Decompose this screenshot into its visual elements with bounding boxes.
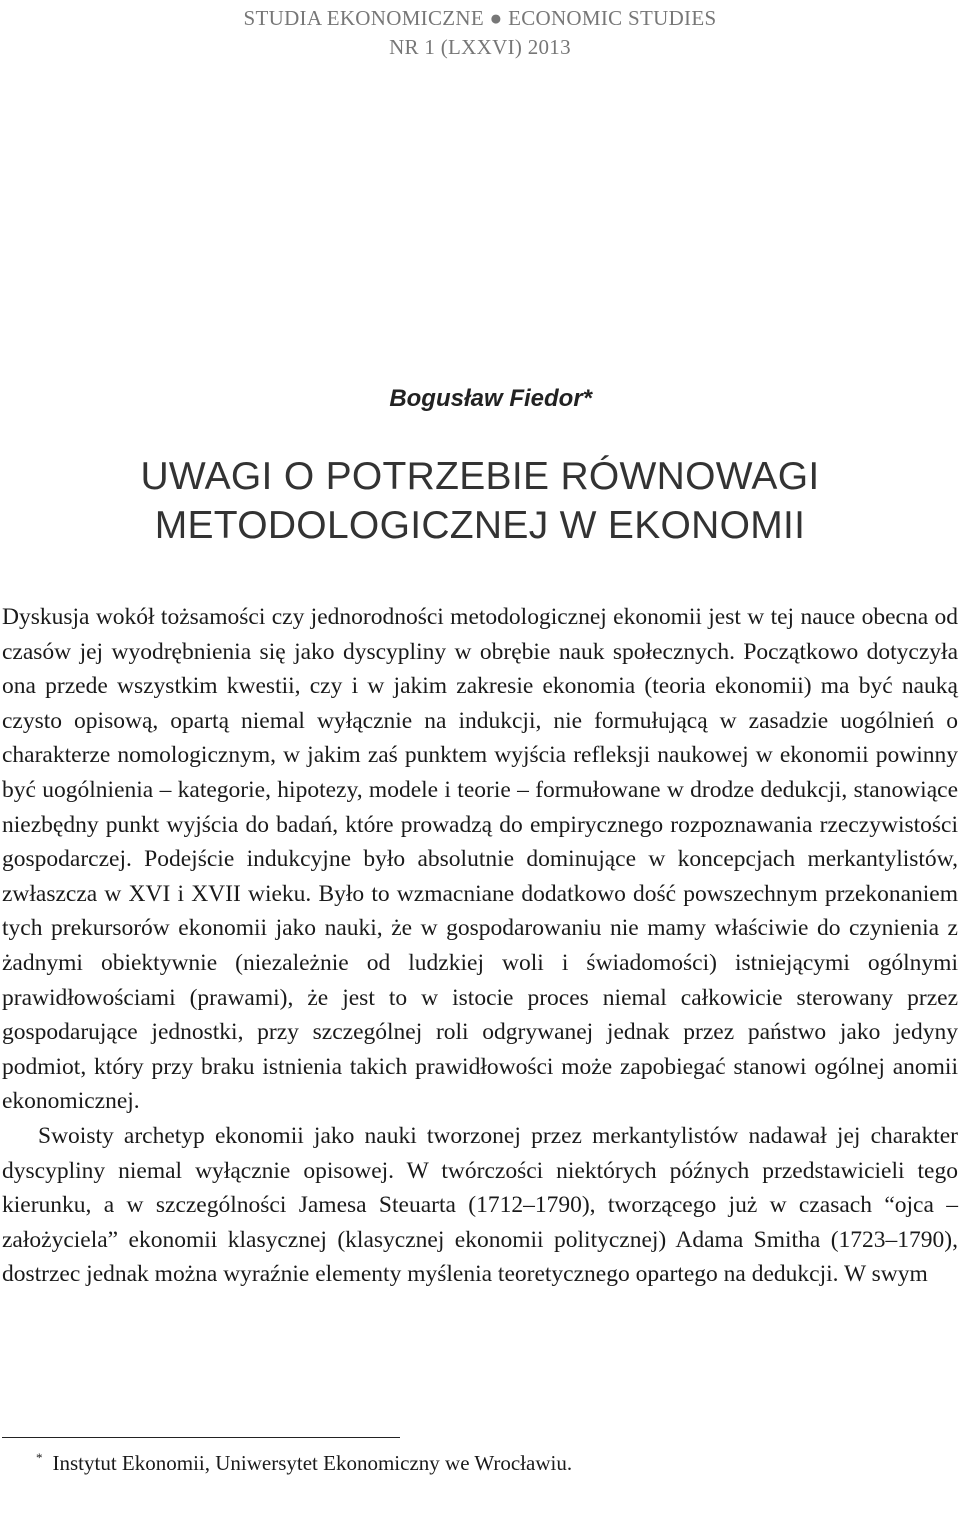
- journal-header: [0, 4, 960, 62]
- author-name: Bogusław Fiedor*: [389, 385, 592, 412]
- title-line-1: UWAGI O POTRZEBIE RÓWNOWAGI: [140, 455, 820, 498]
- paragraph-1: Dyskusja wokół tożsamości czy jednorodności metodologicznej ekonomii jest w tej nauce obecna od czasów jej wyodrębnienia się jako dyscypliny w obrębie nauk społecznych. Początkowo dotyczyła ona przede wszystkim kwestii, czy i w jakim zakresie ekonomia (teoria ekonomii) ma być nauką czysto opisową, opartą niemal wyłącznie na indukcji, nie formułującą w zasadzie uogólnień o charakterze nomologicznym, w jakim zaś punktem wyjścia refleksji naukowej w ekonomii powinny być uogólnienia – kategorie, hipotezy, modele i teorie – formułowane w drodze dedukcji, stanowiące niezbędny punkt wyjścia do badań, które prowadzą do empirycznego rozpoznawania rzeczywistości gospodarczej. Podejście indukcyjne było absolutnie dominujące w koncepcjach merkantylistów, zwłaszcza w XVI i XVII wieku. Było to wzmacniane dodatkowo dość powszechnym przekonaniem tych prekursorów ekonomii jako nauki, że w gospodarowaniu nie mamy właściwie do czynienia z żadnymi obiektywnie (niezależnie od ludzkiej woli i świadomości) istniejącymi ogólnymi prawidłowościami (prawami), że jest to w istocie proces niemal całkowicie sterowany przez gospodarujące jednostki, przy szczególnej roli odgrywanej jednak przez państwo jako jedyny podmiot, który przy braku istnienia takich prawidłowości może zapobiegać stanowi ogólnej anomii ekonomicznej.: [2, 604, 958, 1115]
- paragraph-2: Swoisty archetyp ekonomii jako nauki tworzonej przez merkantylistów nadawał jej charakter dyscypliny niemal wyłącznie opisowej. W twórczości niektórych późnych przedstawicieli tego kierunku, a w szczególności Jamesa Steuarta (1712–1790), tworzącego już w czasach “ojca – założyciela” ekonomii klasycznej (klasycznej ekonomii politycznej) Adama Smitha (1723–1790), dostrzec jednak można wyraźnie elementy myślenia teoretycznego opartego na dedukcji. W swym: [2, 1122, 958, 1288]
- footnote-divider: [2, 1437, 400, 1438]
- footnote-text: Instytut Ekonomii, Uniwersytet Ekonomiczny we Wrocławiu.: [52, 1451, 573, 1475]
- title-line-2: METODOLOGICZNEJ W EKONOMII: [154, 504, 806, 547]
- issue-number: NR 1 (LXXVI) 2013: [389, 35, 571, 59]
- footnote-marker: *: [36, 1450, 43, 1465]
- article-body: [2, 600, 958, 1292]
- footnote: [36, 1450, 572, 1476]
- journal-name: STUDIA EKONOMICZNE ● ECONOMIC STUDIES: [243, 6, 717, 30]
- article-title: [0, 452, 960, 550]
